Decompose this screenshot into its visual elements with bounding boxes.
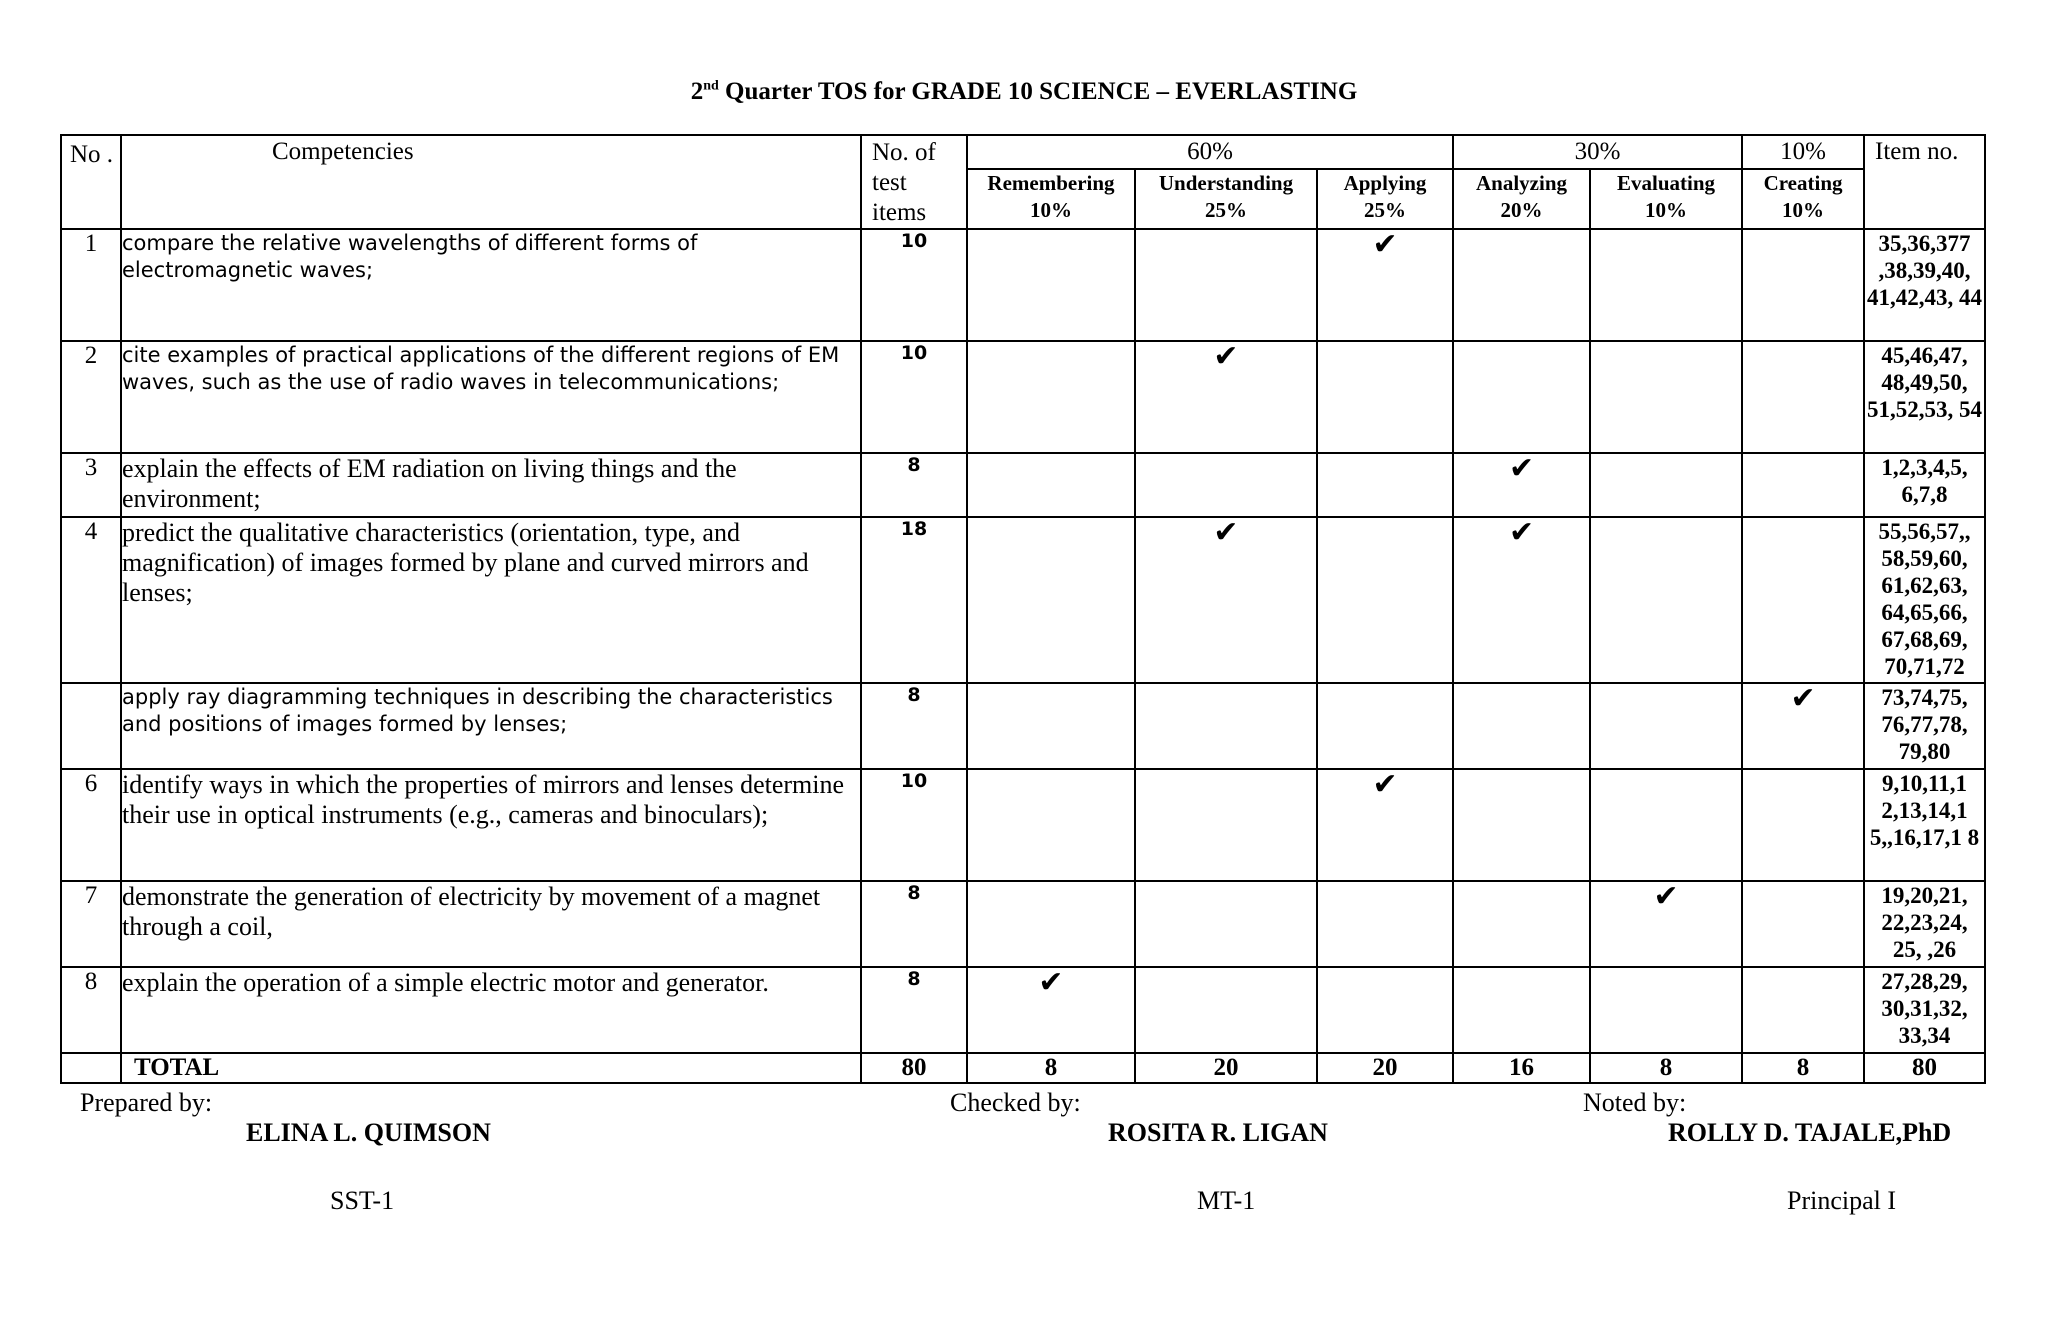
level-cell-understanding [1135,341,1317,453]
table-row [61,341,1985,453]
level-cell-evaluating [1590,341,1742,453]
level-cell-remembering [967,453,1135,517]
test-item-count: 10 [861,229,967,341]
level-cell-applying [1317,769,1453,881]
table-row [61,517,1985,683]
row-number: 3 [61,453,121,517]
test-item-count: 8 [861,881,967,967]
total-count: 80 [861,1053,967,1083]
competency-text: predict the qualitative characteristics (orientation, type, and magnification) of images formed by plane and curved mirrors and lenses; [121,517,861,683]
header-row-groups [61,135,1985,169]
prepared-by-label: Prepared by: [80,1088,213,1117]
level-cell-evaluating [1590,683,1742,769]
header-level-remembering: Remembering 10% [967,169,1135,229]
level-cell-creating [1742,341,1864,453]
level-cell-applying [1317,881,1453,967]
level-cell-applying [1317,341,1453,453]
level-cell-creating [1742,769,1864,881]
level-cell-evaluating [1590,881,1742,967]
test-item-count: 8 [861,967,967,1053]
level-cell-applying [1317,453,1453,517]
total-creating: 8 [1742,1053,1864,1083]
level-cell-evaluating [1590,769,1742,881]
test-item-count: 8 [861,453,967,517]
noted-by-title: Principal I [1787,1186,1897,1215]
level-cell-understanding [1135,769,1317,881]
table-row [61,769,1985,881]
check-mark-icon: ✔ [1213,339,1239,374]
item-numbers: 45,46,47, 48,49,50, 51,52,53, 54 [1864,341,1985,453]
table-row [61,453,1985,517]
level-cell-evaluating [1590,517,1742,683]
test-item-count: 10 [861,769,967,881]
item-numbers: 19,20,21, 22,23,24, 25, ,26 [1864,881,1985,967]
level-cell-understanding [1135,517,1317,683]
level-cell-applying [1317,517,1453,683]
item-numbers: 27,28,29, 30,31,32, 33,34 [1864,967,1985,1053]
test-item-count: 18 [861,517,967,683]
check-mark-icon: ✔ [1653,879,1679,914]
level-cell-understanding [1135,229,1317,341]
test-item-count: 10 [861,341,967,453]
check-mark-icon: ✔ [1508,451,1535,486]
level-cell-remembering [967,683,1135,769]
prepared-by-name: ELINA L. QUIMSON [246,1118,491,1147]
table-row [61,967,1985,1053]
header-group-60: 60% [967,135,1453,169]
competency-text: compare the relative wavelengths of different forms of electromagnetic waves; [121,229,861,341]
row-number: 4 [61,517,121,683]
competency-text: apply ray diagramming techniques in describing the characteristics and positions of images formed by lenses; [121,683,861,769]
level-cell-analyzing [1453,453,1590,517]
competency-text: cite examples of practical applications of the different regions of EM waves, such as the use of radio waves in telecommunications; [121,341,861,453]
level-cell-understanding [1135,967,1317,1053]
level-cell-understanding [1135,683,1317,769]
header-no: No . [61,135,121,229]
total-applying: 20 [1317,1053,1453,1083]
checked-by-name: ROSITA R. LIGAN [1108,1118,1328,1147]
level-cell-evaluating [1590,967,1742,1053]
tos-table [60,134,1986,1084]
noted-by-name: ROLLY D. TAJALE,PhD [1668,1118,1952,1147]
level-cell-remembering [967,881,1135,967]
header-competencies: Competencies [121,135,861,229]
level-cell-remembering [967,967,1135,1053]
header-level-analyzing: Analyzing 20% [1453,169,1590,229]
level-cell-evaluating [1590,229,1742,341]
noted-by-label: Noted by: [1583,1088,1687,1117]
competency-text: demonstrate the generation of electricity by movement of a magnet through a coil, [121,881,861,967]
row-number: 2 [61,341,121,453]
row-number: 1 [61,229,121,341]
level-cell-evaluating [1590,453,1742,517]
test-item-count: 8 [861,683,967,769]
level-cell-analyzing [1453,517,1590,683]
competency-text: identify ways in which the properties of mirrors and lenses determine their use in optical instruments (e.g., cameras and binoculars); [121,769,861,881]
total-row [61,1053,1985,1083]
level-cell-creating [1742,517,1864,683]
row-number: 6 [61,769,121,881]
item-numbers: 1,2,3,4,5, 6,7,8 [1864,453,1985,517]
checked-by-label: Checked by: [950,1088,1081,1117]
header-item-no: Item no. [1864,135,1985,229]
level-cell-remembering [967,341,1135,453]
table-row [61,683,1985,769]
header-level-creating: Creating 10% [1742,169,1864,229]
level-cell-creating [1742,229,1864,341]
total-label: TOTAL [121,1053,861,1083]
level-cell-remembering [967,229,1135,341]
level-cell-analyzing [1453,881,1590,967]
header-num-items: No. of test items [861,135,967,229]
checked-by-title: MT-1 [1197,1186,1256,1215]
header-level-applying: Applying 25% [1317,169,1453,229]
header-level-evaluating: Evaluating 10% [1590,169,1742,229]
table-row [61,881,1985,967]
level-cell-creating [1742,967,1864,1053]
level-cell-analyzing [1453,341,1590,453]
level-cell-remembering [967,769,1135,881]
check-mark-icon: ✔ [1508,515,1535,550]
row-number: 7 [61,881,121,967]
level-cell-applying [1317,683,1453,769]
row-number: 8 [61,967,121,1053]
total-understanding: 20 [1135,1053,1317,1083]
item-numbers: 73,74,75, 76,77,78, 79,80 [1864,683,1985,769]
check-mark-icon: ✔ [1790,681,1816,716]
check-mark-icon: ✔ [1213,515,1239,550]
level-cell-analyzing [1453,229,1590,341]
item-numbers: 9,10,11,1 2,13,14,1 5,,16,17,1 8 [1864,769,1985,881]
item-numbers: 55,56,57,, 58,59,60, 61,62,63, 64,65,66, 67,68,69, 70,71,72 [1864,517,1985,683]
table-row [61,229,1985,341]
header-group-10: 10% [1742,135,1864,169]
check-mark-icon: ✔ [1372,767,1398,802]
level-cell-applying [1317,967,1453,1053]
prepared-by-title: SST-1 [330,1186,395,1215]
check-mark-icon: ✔ [1038,965,1064,1000]
level-cell-analyzing [1453,967,1590,1053]
level-cell-understanding [1135,881,1317,967]
total-analyzing: 16 [1453,1053,1590,1083]
document-title: 2nd Quarter TOS for GRADE 10 SCIENCE – EVERLASTING [690,78,1358,105]
level-cell-understanding [1135,453,1317,517]
competency-text: explain the operation of a simple electric motor and generator. [121,967,861,1053]
level-cell-remembering [967,517,1135,683]
level-cell-analyzing [1453,769,1590,881]
item-numbers: 35,36,377 ,38,39,40, 41,42,43, 44 [1864,229,1985,341]
level-cell-creating [1742,683,1864,769]
total-remembering: 8 [967,1053,1135,1083]
level-cell-creating [1742,881,1864,967]
level-cell-creating [1742,453,1864,517]
competency-text: explain the effects of EM radiation on living things and the environment; [121,453,861,517]
header-group-30: 30% [1453,135,1742,169]
total-evaluating: 8 [1590,1053,1742,1083]
row-number [61,683,121,769]
total-items: 80 [1864,1053,1985,1083]
level-cell-applying [1317,229,1453,341]
total-no-cell [61,1053,121,1083]
check-mark-icon: ✔ [1372,227,1398,262]
level-cell-analyzing [1453,683,1590,769]
header-level-understanding: Understanding 25% [1135,169,1317,229]
